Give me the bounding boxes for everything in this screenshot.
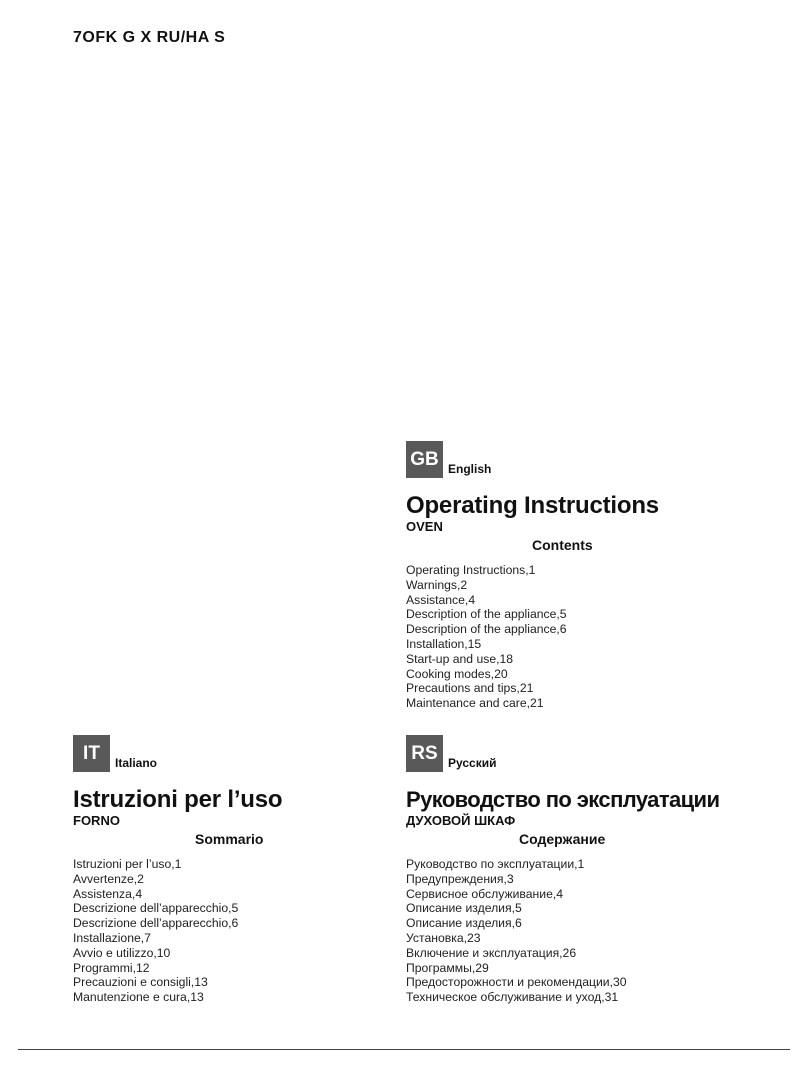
toc-item: Manutenzione e cura,13 bbox=[73, 990, 204, 1005]
toc-item: Включение и эксплуатация,26 bbox=[406, 945, 577, 960]
toc-item: Warnings,2 bbox=[406, 577, 468, 592]
toc-item: Предупреждения,3 bbox=[406, 871, 514, 886]
language-header bbox=[73, 734, 393, 772]
section-russian bbox=[406, 734, 766, 1005]
contents-heading: Sommario bbox=[195, 831, 264, 847]
language-name: Italiano bbox=[115, 756, 158, 770]
table-of-contents bbox=[406, 563, 726, 711]
language-name: Русский bbox=[448, 756, 497, 770]
contents-heading: Contents bbox=[532, 537, 593, 553]
toc-item: Description of the appliance,5 bbox=[406, 607, 567, 622]
section-subtitle: ДУХОВОЙ ШКАФ bbox=[406, 813, 516, 828]
toc-item: Installation,15 bbox=[406, 636, 482, 651]
toc-item: Programmi,12 bbox=[73, 960, 150, 975]
toc-item: Operating Instructions,1 bbox=[406, 563, 536, 577]
toc-item: Start-up and use,18 bbox=[406, 651, 514, 666]
table-of-contents bbox=[73, 857, 393, 1005]
section-italiano bbox=[73, 734, 393, 1005]
section-title: Руководство по эксплуатации bbox=[406, 787, 720, 812]
contents-heading: Содержание bbox=[519, 831, 606, 847]
bottom-divider bbox=[18, 1049, 790, 1050]
toc-item: Описание изделия,5 bbox=[406, 901, 522, 916]
toc-item: Программы,29 bbox=[406, 960, 489, 975]
table-of-contents bbox=[406, 857, 766, 1005]
toc-item: Avvio e utilizzo,10 bbox=[73, 945, 171, 960]
toc-item: Maintenance and care,21 bbox=[406, 696, 544, 711]
model-number: 7OFK G X RU/HA S bbox=[73, 29, 226, 46]
toc-item: Техническое обслуживание и уход,31 bbox=[406, 990, 619, 1005]
toc-item: Installazione,7 bbox=[73, 930, 151, 945]
language-badge: GB bbox=[406, 441, 443, 478]
section-english bbox=[406, 440, 726, 711]
toc-item: Cooking modes,20 bbox=[406, 666, 508, 681]
toc-item: Установка,23 bbox=[406, 930, 481, 945]
language-header bbox=[406, 440, 726, 478]
toc-item: Istruzioni per l’uso,1 bbox=[73, 857, 182, 871]
section-title: Operating Instructions bbox=[406, 492, 659, 519]
toc-item: Сервисное обслуживание,4 bbox=[406, 886, 564, 901]
language-badge: IT bbox=[73, 735, 110, 772]
section-subtitle: FORNO bbox=[73, 813, 120, 828]
section-subtitle: OVEN bbox=[406, 519, 443, 534]
toc-item: Руководство по эксплуатации,1 bbox=[406, 857, 585, 871]
toc-item: Description of the appliance,6 bbox=[406, 622, 567, 637]
toc-item: Descrizione dell’apparecchio,6 bbox=[73, 916, 239, 931]
language-name: English bbox=[448, 462, 492, 476]
toc-item: Предосторожности и рекомендации,30 bbox=[406, 975, 627, 990]
toc-item: Описание изделия,6 bbox=[406, 916, 522, 931]
language-header bbox=[406, 734, 766, 772]
toc-item: Precautions and tips,21 bbox=[406, 681, 534, 696]
toc-item: Descrizione dell’apparecchio,5 bbox=[73, 901, 239, 916]
toc-item: Precauzioni e consigli,13 bbox=[73, 975, 208, 990]
toc-item: Assistance,4 bbox=[406, 592, 476, 607]
section-title: Istruzioni per l’uso bbox=[73, 786, 283, 813]
toc-item: Assistenza,4 bbox=[73, 886, 143, 901]
language-badge: RS bbox=[406, 735, 443, 772]
toc-item: Avvertenze,2 bbox=[73, 871, 144, 886]
